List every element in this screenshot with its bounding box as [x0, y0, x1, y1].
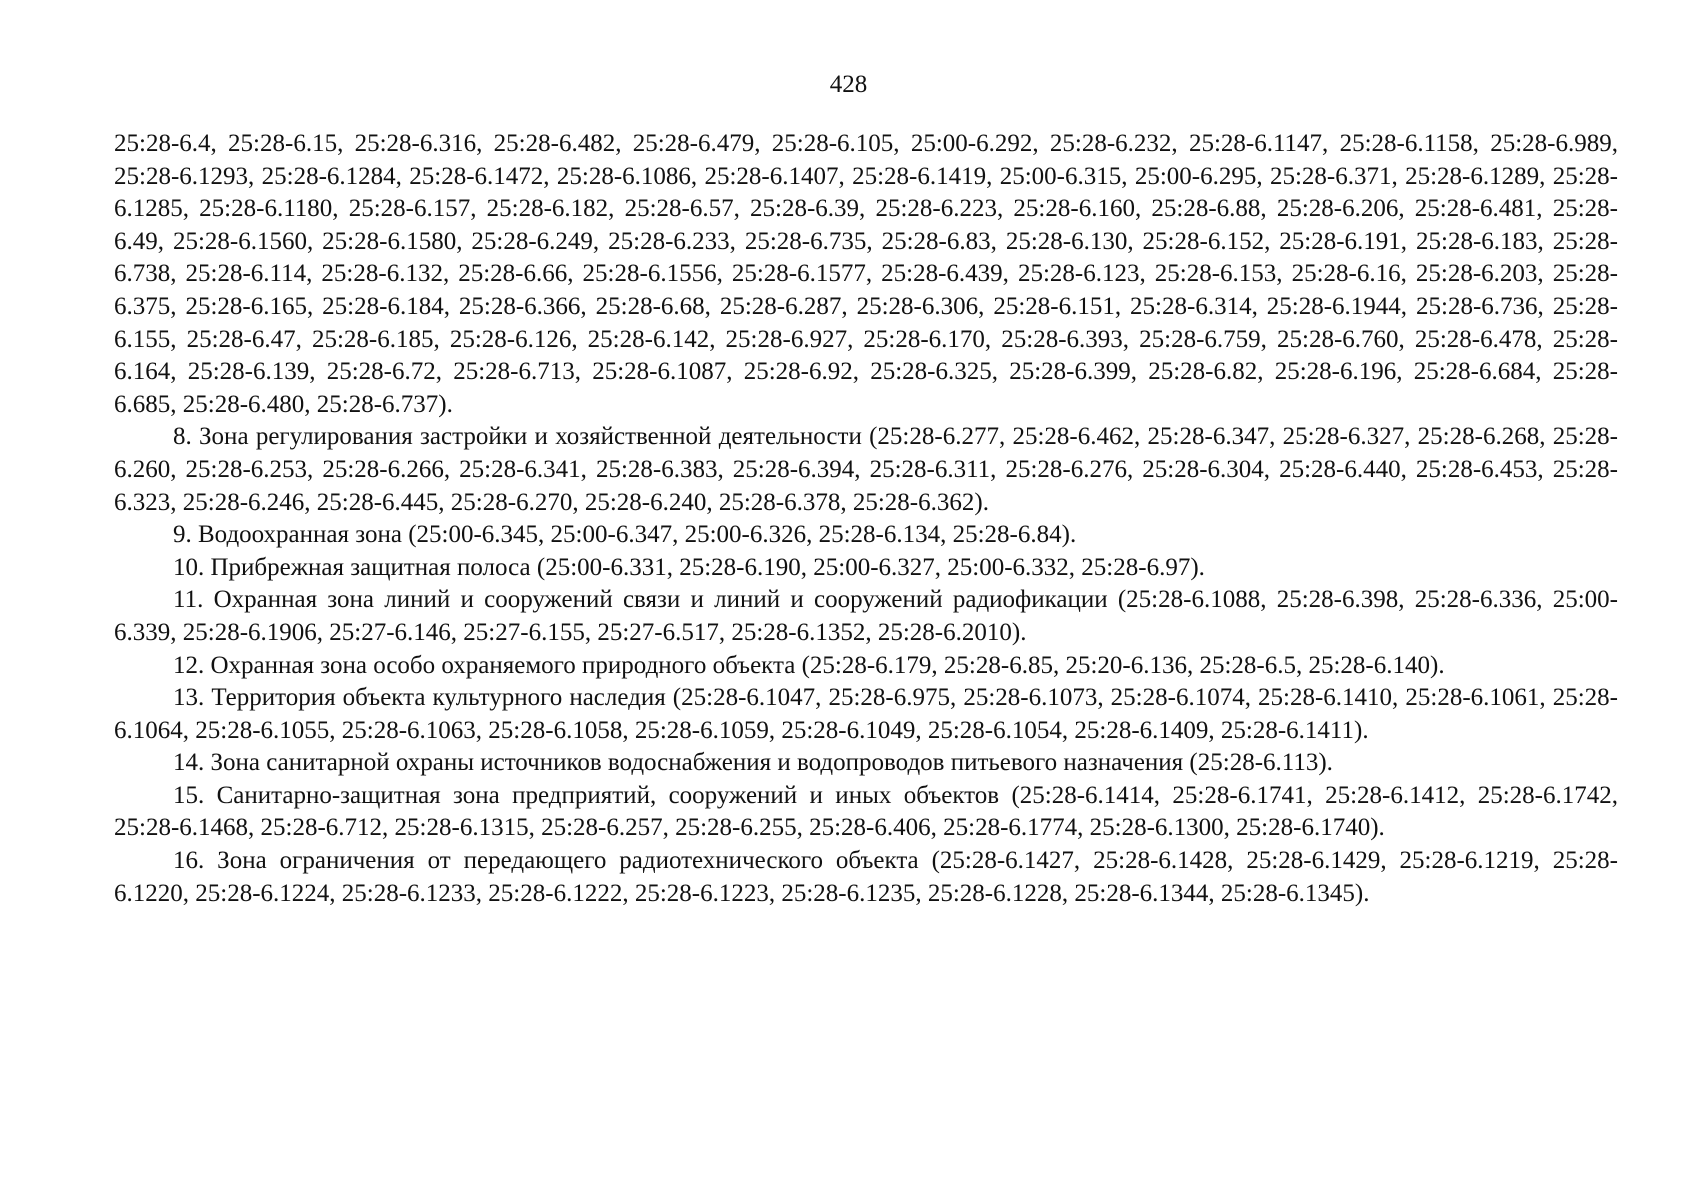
paragraph-item-10: 10. Прибрежная защитная полоса (25:00-6.331, 25:28-6.190, 25:00-6.327, 25:00-6.332, 25:28-6.97). — [173, 553, 1205, 581]
paragraph-item-8: 8. Зона регулирования застройки и хозяйственной деятельности (25:28-6.277, 25:28-6.462, 25:28-6.347, 25:28-6.327, 25:28-6.268, 25:28-6.260, 25:28-6.253, 25:28-6.266, 25:28-6.341, 25:28-6.383, 25:28-6.394, 25:28-6.311, 25:28-6.276, 25:28-6.304, 25:28-6.440, 25:28-6.453, 25:28-6.323, 25:28-6.246, 25:28-6.445, 25:28-6.270, 25:28-6.240, 25:28-6.378, 25:28-6.362). — [114, 423, 1618, 516]
paragraph-item-16: 16. Зона ограничения от передающего радиотехнического объекта (25:28-6.1427, 25:28-6.1428, 25:28-6.1429, 25:28-6.1219, 25:28-6.1220, 25:28-6.1224, 25:28-6.1233, 25:28-6.1222, 25:28-6.1223, 25:28-6.1235, 25:28-6.1228, 25:28-6.1344, 25:28-6.1345). — [114, 847, 1618, 907]
paragraph-item-9: 9. Водоохранная зона (25:00-6.345, 25:00-6.347, 25:00-6.326, 25:28-6.134, 25:28-6.84). — [173, 521, 1077, 549]
paragraph-item-14: 14. Зона санитарной охраны источников водоснабжения и водопроводов питьевого назначения (25:28-6.113). — [173, 749, 1333, 777]
paragraph-item-12: 12. Охранная зона особо охраняемого природного объекта (25:28-6.179, 25:28-6.85, 25:20-6.136, 25:28-6.5, 25:28-6.140). — [173, 651, 1445, 679]
page-number: 428 — [829, 71, 868, 98]
document-body — [114, 128, 1618, 910]
paragraph-item-11: 11. Охранная зона линий и сооружений связи и линий и сооружений радиофикации (25:28-6.1088, 25:28-6.398, 25:28-6.336, 25:00-6.339, 25:28-6.1906, 25:27-6.146, 25:27-6.155, 25:27-6.517, 25:28-6.1352, 25:28-6.2010). — [114, 586, 1618, 646]
paragraph-item-13: 13. Территория объекта культурного наследия (25:28-6.1047, 25:28-6.975, 25:28-6.1073, 25:28-6.1074, 25:28-6.1410, 25:28-6.1061, 25:28-6.1064, 25:28-6.1055, 25:28-6.1063, 25:28-6.1058, 25:28-6.1059, 25:28-6.1049, 25:28-6.1054, 25:28-6.1409, 25:28-6.1411). — [114, 684, 1618, 744]
paragraph-item-15: 15. Санитарно-защитная зона предприятий, сооружений и иных объектов (25:28-6.1414, 25:28-6.1741, 25:28-6.1412, 25:28-6.1742, 25:28-6.1468, 25:28-6.712, 25:28-6.1315, 25:28-6.257, 25:28-6.255, 25:28-6.406, 25:28-6.1774, 25:28-6.1300, 25:28-6.1740). — [114, 781, 1618, 842]
paragraph-continuation: 25:28-6.4, 25:28-6.15, 25:28-6.316, 25:28-6.482, 25:28-6.479, 25:28-6.105, 25:00-6.292, 25:28-6.232, 25:28-6.1147, 25:28-6.1158, 25:28-6.989, 25:28-6.1293, 25:28-6.1284, 25:28-6.1472, 25:28-6.1086, 25:28-6.1407, 25:28-6.1419, 25:00-6.315, 25:00-6.295, 25:28-6.371, 25:28-6.1289, 25:28-6.1285, 25:28-6.1180, 25:28-6.157, 25:28-6.182, 25:28-6.57, 25:28-6.39, 25:28-6.223, 25:28-6.160, 25:28-6.88, 25:28-6.206, 25:28-6.481, 25:28-6.49, 25:28-6.1560, 25:28-6.1580, 25:28-6.249, 25:28-6.233, 25:28-6.735, 25:28-6.83, 25:28-6.130, 25:28-6.152, 25:28-6.191, 25:28-6.183, 25:28-6.738, 25:28-6.114, 25:28-6.132, 25:28-6.66, 25:28-6.1556, 25:28-6.1577, 25:28-6.439, 25:28-6.123, 25:28-6.153, 25:28-6.16, 25:28-6.203, 25:28-6.375, 25:28-6.165, 25:28-6.184, 25:28-6.366, 25:28-6.68, 25:28-6.287, 25:28-6.306, 25:28-6.151, 25:28-6.314, 25:28-6.1944, 25:28-6.736, 25:28-6.155, 25:28-6.47, 25:28-6.185, 25:28-6.126, 25:28-6.142, 25:28-6.927, 25:28-6.170, 25:28-6.393, 25:28-6.759, 25:28-6.760, 25:28-6.478, 25:28-6.164, 25:28-6.139, 25:28-6.72, 25:28-6.713, 25:28-6.1087, 25:28-6.92, 25:28-6.325, 25:28-6.399, 25:28-6.82, 25:28-6.196, 25:28-6.684, 25:28-6.685, 25:28-6.480, 25:28-6.737). — [114, 130, 1618, 418]
